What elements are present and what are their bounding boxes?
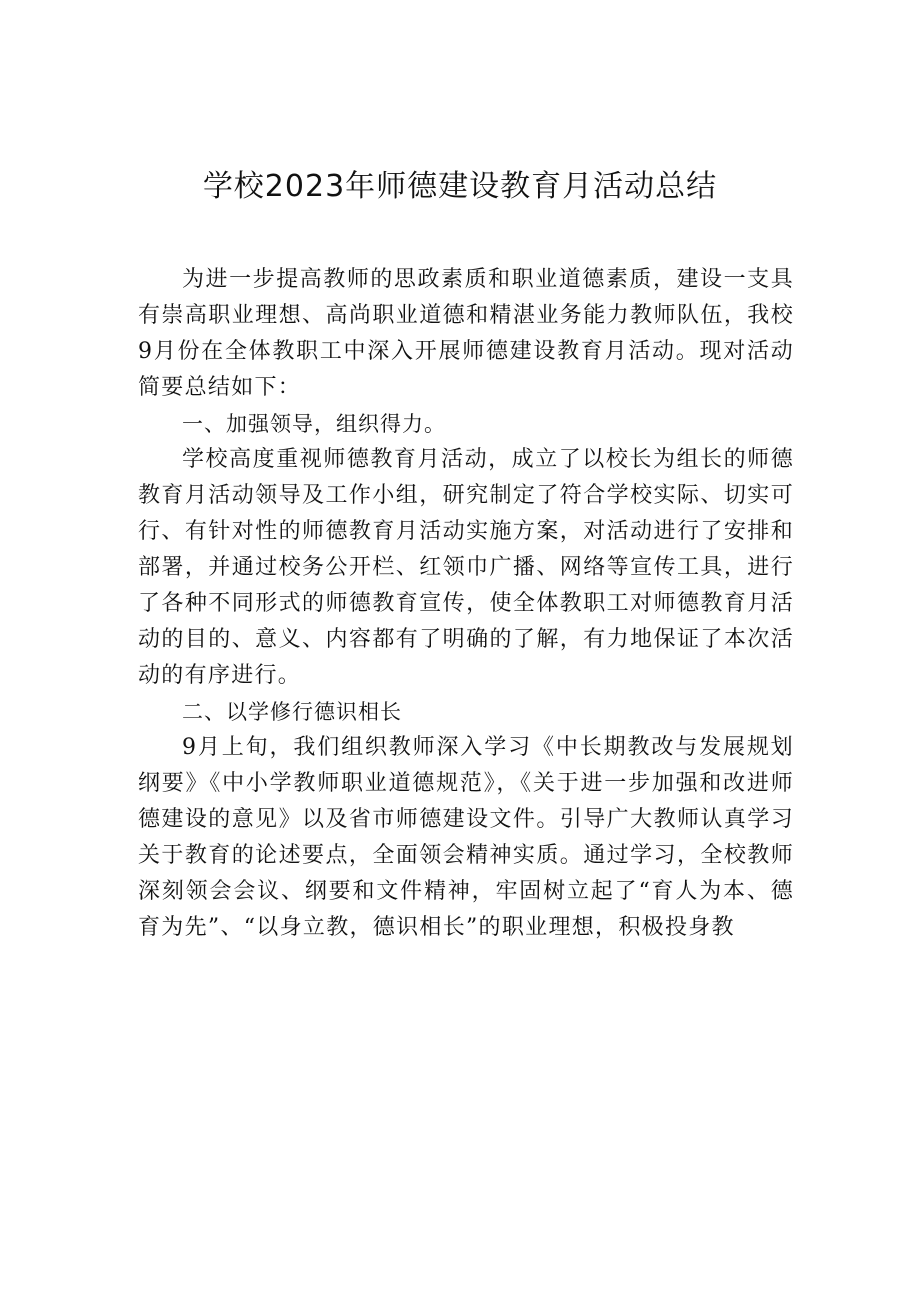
- section-body-1: 学校高度重视师德教育月活动，成立了以校长为组长的师德教育月活动领导及工作小组，研究制定了符合学校实际、切实可行、有针对性的师德教育月活动实施方案，对活动进行了安排和部署，并通过校务公开栏、红领巾广播、网络等宣传工具，进行了各种不同形式的师德教育宣传，使全体教职工对师德教育月活动的目的、意义、内容都有了明确的了解，有力地保证了本次活动的有序进行。: [138, 447, 794, 688]
- document-body: [138, 262, 794, 946]
- section-heading-1: 一、加强领导，组织得力。: [182, 412, 446, 436]
- section-body-2: 9月上旬，我们组织教师深入学习《中长期教改与发展规划纲要》《中小学教师职业道德规范》，《关于进一步加强和改进师德建设的意见》以及省市师德建设文件。引导广大教师认真学习关于教育的论述要点，全面领会精神实质。通过学习，全校教师深刻领会会议、纲要和文件精神，牢固树立起了“育人为本、德育为先”、“以身立教，德识相长”的职业理想，积极投身教: [138, 735, 794, 940]
- document-title: 学校2023年师德建设教育月活动总结: [202, 169, 718, 204]
- intro-paragraph: 为进一步提高教师的思政素质和职业道德素质，建设一支具有崇高职业理想、高尚职业道德和精湛业务能力教师队伍，我校9月份在全体教职工中深入开展师德建设教育月活动。现对活动简要总结如下：: [138, 267, 794, 400]
- section-heading-2: 二、以学修行德识相长: [182, 700, 402, 724]
